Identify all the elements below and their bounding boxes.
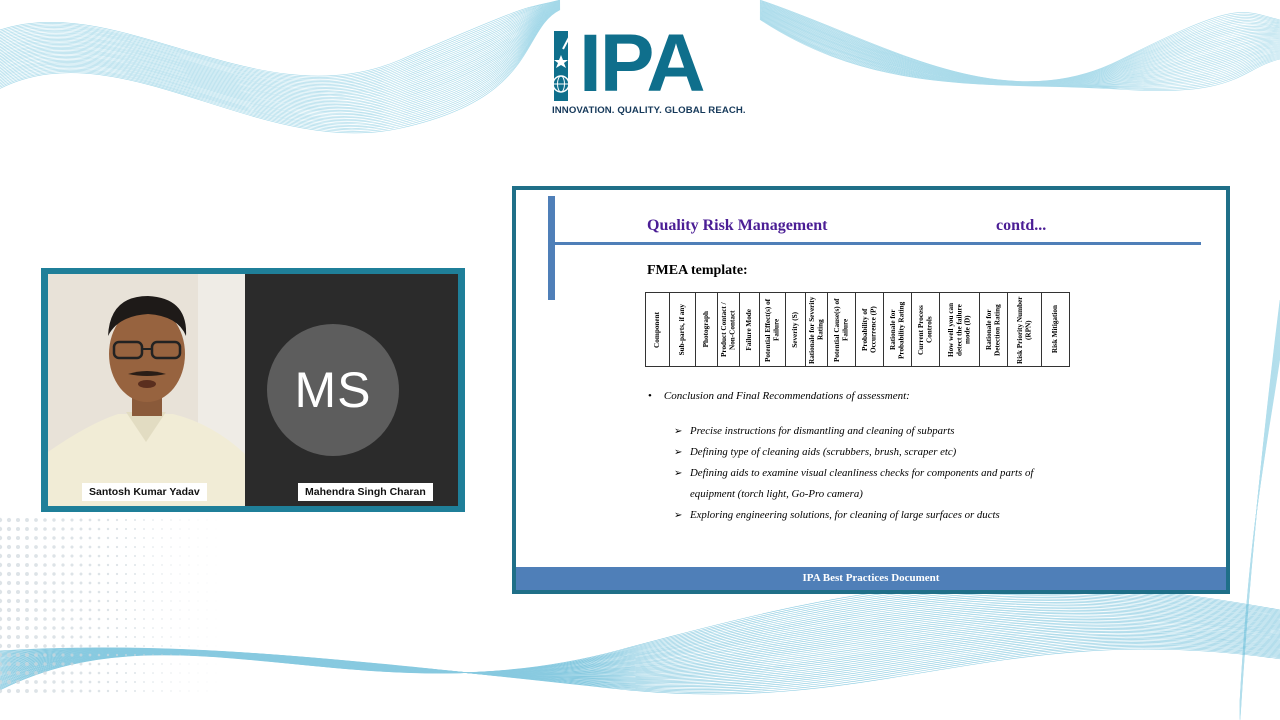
fmea-column-header	[696, 293, 718, 367]
fmea-column-label: Product Contact / Non-Contact	[720, 302, 737, 357]
arrow-bullet-icon: ➢	[674, 468, 683, 479]
fmea-column-header	[980, 293, 1008, 367]
list-item-text: Defining type of cleaning aids (scrubbers, brush, scraper etc)	[690, 446, 957, 458]
arrow-bullet-icon: ➢	[674, 426, 683, 437]
conclusion-heading	[648, 390, 910, 402]
fmea-column-header	[1042, 293, 1070, 367]
fmea-column-header	[912, 293, 940, 367]
ipa-wordmark: IPA	[579, 18, 704, 109]
fmea-column-header	[718, 293, 740, 367]
slide-title-suffix: contd...	[996, 217, 1047, 234]
list-item-text: Precise instructions for dismantling and cleaning of subparts	[690, 425, 955, 437]
fmea-column-label: Potential Cause(s) of Failure	[833, 297, 850, 362]
avatar: MS	[267, 324, 399, 456]
participant-gallery	[41, 268, 465, 512]
fmea-column-header	[806, 293, 828, 367]
slide-accent-bar	[548, 196, 555, 300]
fmea-column-label: Rationale for Severity Rating	[808, 295, 825, 364]
fmea-column-label: Probability of Occurrence (P)	[861, 306, 878, 353]
fmea-column-header	[940, 293, 980, 367]
fmea-column-label: How well you can detect the failure mode (D)	[947, 302, 972, 357]
fmea-column-label: Photograph	[702, 311, 711, 348]
bullet-icon: •	[648, 390, 652, 402]
fmea-column-header	[1008, 293, 1042, 367]
slide-title-rule	[555, 242, 1201, 245]
slide-footer: IPA Best Practices Document	[516, 567, 1226, 590]
fmea-column-label: Current Process Controls	[917, 304, 934, 355]
brand-tagline: INNOVATION. QUALITY. GLOBAL REACH.	[552, 105, 746, 116]
fmea-column-label: Sub-parts, if any	[678, 303, 687, 356]
fmea-column-label: Potential Effect(s) of Failure	[764, 297, 781, 362]
fmea-column-header	[760, 293, 786, 367]
fmea-column-label: Risk Mitigation	[1051, 305, 1060, 354]
participant-name-tag: Mahendra Singh Charan	[298, 483, 433, 501]
arrow-bullet-icon: ➢	[674, 510, 683, 521]
fmea-column-header	[856, 293, 884, 367]
list-item	[674, 463, 1074, 505]
fmea-column-label: Severity (S)	[791, 311, 800, 348]
fmea-column-header	[884, 293, 912, 367]
fmea-column-label: Rationale for Detection Rating	[985, 303, 1002, 356]
fmea-column-header	[670, 293, 696, 367]
participant-tile-santosh[interactable]	[48, 274, 245, 506]
globe-star-icon	[551, 29, 579, 101]
list-item	[674, 421, 1074, 442]
slide-title: Quality Risk Management	[647, 217, 828, 234]
conclusion-text: Conclusion and Final Recommendations of assessment:	[663, 390, 910, 402]
list-item-text: Exploring engineering solutions, for cleaning of large surfaces or ducts	[690, 509, 1000, 521]
participant-video-feed	[48, 274, 245, 506]
slide-subtitle: FMEA template:	[647, 263, 748, 278]
ipa-logo	[551, 18, 746, 119]
fmea-column-label: Component	[653, 311, 662, 348]
list-item	[674, 505, 1074, 526]
fmea-column-header	[786, 293, 806, 367]
fmea-column-label: Rationale for Probability Rating	[889, 300, 906, 359]
fmea-header-row	[646, 293, 1070, 367]
participant-tile-mahendra[interactable]	[245, 274, 458, 506]
fmea-column-label: Failure Mode	[745, 308, 754, 351]
presentation-slide	[516, 190, 1226, 590]
recommendation-list	[674, 421, 1074, 526]
fmea-column-header	[828, 293, 856, 367]
participant-name-tag: Santosh Kumar Yadav	[82, 483, 207, 501]
fmea-column-header	[740, 293, 760, 367]
fmea-template-table	[645, 292, 1070, 367]
list-item	[674, 442, 1074, 463]
arrow-bullet-icon: ➢	[674, 447, 683, 458]
fmea-column-label: Risk Priority Number (RPN)	[1016, 295, 1033, 364]
list-item-text: Defining aids to examine visual cleanliness checks for components and parts of equipment (torch light, Go-Pro camera)	[690, 467, 1034, 500]
fmea-column-header	[646, 293, 670, 367]
shared-screen[interactable]	[512, 186, 1230, 594]
